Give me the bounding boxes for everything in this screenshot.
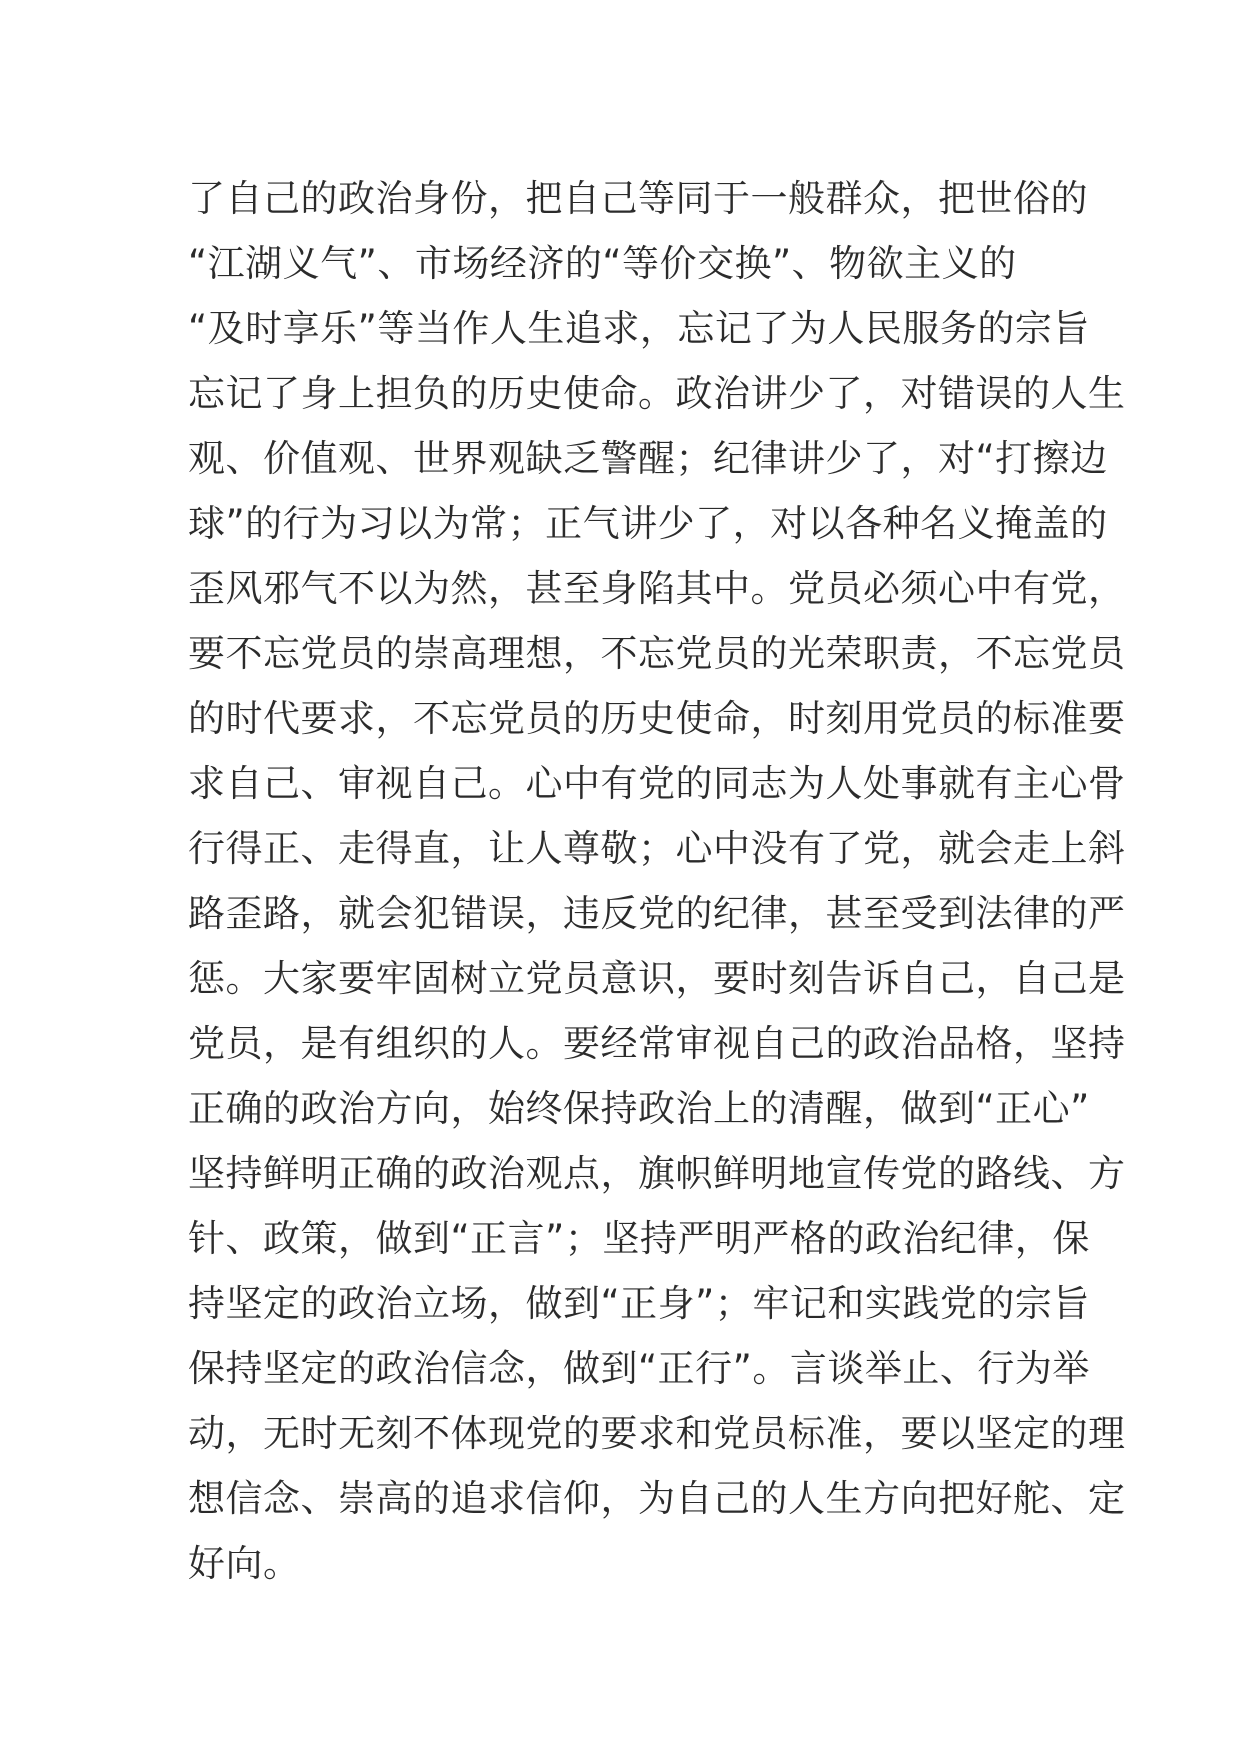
text-line: 的时代要求，不忘党员的历史使命，时刻用党员的标准要 (188, 697, 1126, 740)
body-paragraph (188, 166, 1126, 1596)
text-line: 动，无时无刻不体现党的要求和党员标准，要以坚定的理 (188, 1412, 1126, 1455)
text-line: 想信念、崇高的追求信仰，为自己的人生方向把好舵、定 (188, 1477, 1126, 1520)
text-line: 持坚定的政治立场，做到“正身”；牢记和实践党的宗旨 (188, 1282, 1090, 1325)
text-line: “江湖义气”、市场经济的“等价交换”、物欲主义的 (188, 242, 1017, 285)
text-line: 惩。大家要牢固树立党员意识，要时刻告诉自己，自己是 (188, 957, 1126, 1000)
text-line: 坚持鲜明正确的政治观点，旗帜鲜明地宣传党的路线、方 (188, 1152, 1126, 1195)
text-line: 好向。 (188, 1542, 301, 1585)
text-line: 忘记了身上担负的历史使命。政治讲少了，对错误的人生 (188, 372, 1126, 415)
text-line: 路歪路，就会犯错误，违反党的纪律，甚至受到法律的严 (188, 892, 1126, 935)
text-line: 行得正、走得直，让人尊敬；心中没有了党，就会走上斜 (188, 827, 1126, 870)
text-line: 正确的政治方向，始终保持政治上的清醒，做到“正心” (188, 1087, 1090, 1130)
text-line: 观、价值观、世界观缺乏警醒；纪律讲少了，对“打擦边 (188, 437, 1108, 480)
text-line: 求自己、审视自己。心中有党的同志为人处事就有主心骨 (188, 762, 1126, 805)
text-line: 针、政策，做到“正言”；坚持严明严格的政治纪律，保 (188, 1217, 1090, 1260)
text-line: 球”的行为习以为常；正气讲少了，对以各种名义掩盖的 (188, 502, 1108, 545)
text-line: “及时享乐”等当作人生追求，忘记了为人民服务的宗旨 (188, 307, 1090, 350)
text-line: 保持坚定的政治信念，做到“正行”。言谈举止、行为举 (188, 1347, 1090, 1390)
text-line: 了自己的政治身份，把自己等同于一般群众，把世俗的 (188, 177, 1088, 220)
text-line: 歪风邪气不以为然，甚至身陷其中。党员必须心中有党， (188, 567, 1126, 610)
text-line: 党员，是有组织的人。要经常审视自己的政治品格，坚持 (188, 1022, 1126, 1065)
text-line: 要不忘党员的崇高理想，不忘党员的光荣职责，不忘党员 (188, 632, 1126, 675)
